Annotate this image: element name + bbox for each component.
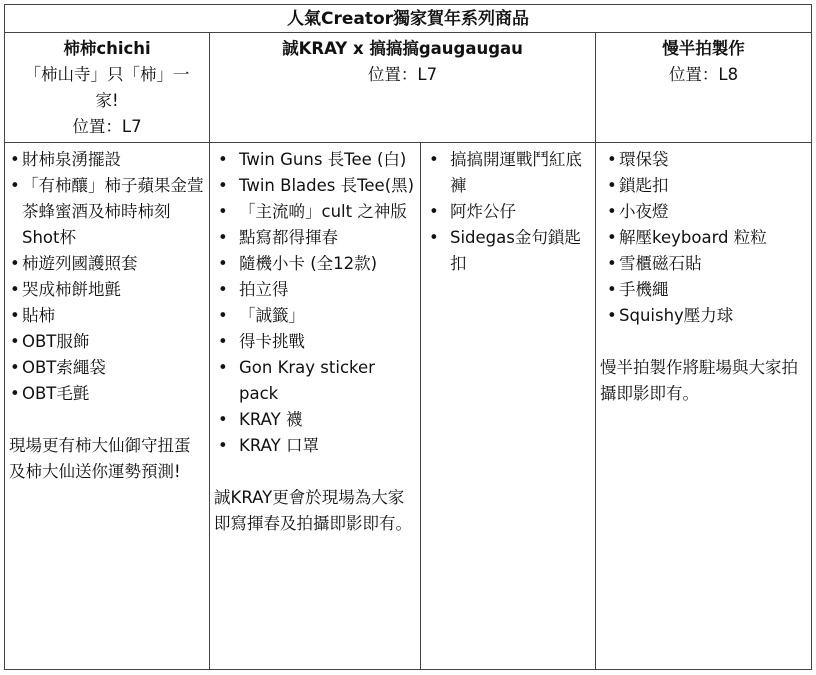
list-item: • 「主流啲」cult 之神版 bbox=[214, 199, 416, 225]
list-item: • 「誠籤」 bbox=[214, 303, 416, 329]
body-chichi bbox=[4, 142, 210, 670]
creator-note: 現場更有柿大仙御守扭蛋及柿大仙送你運勢預測! bbox=[9, 436, 191, 481]
creator-name: 柿柿chichi bbox=[63, 39, 151, 58]
list-item: • 雪櫃磁石貼 bbox=[606, 251, 807, 277]
list-item: • 拍立得 bbox=[214, 277, 416, 303]
body-kray-right bbox=[420, 142, 596, 670]
list-item: • 得卡挑戰 bbox=[214, 329, 416, 355]
list-item: • Gon Kray sticker pack bbox=[214, 355, 416, 407]
header-kray bbox=[209, 32, 596, 143]
list-item: • KRAY 口罩 bbox=[214, 433, 416, 459]
list-item: • OBT毛氈 bbox=[9, 381, 205, 407]
list-item: • 「有柿釀」柿子蘋果金萱茶蜂蜜酒及柿時柿刻Shot杯 bbox=[9, 173, 205, 251]
list-item: • 財柿泉湧擺設 bbox=[9, 147, 205, 173]
creator-location: 位置：L8 bbox=[668, 65, 739, 84]
list-item: • 隨機小卡 (全12款) bbox=[214, 251, 416, 277]
creator-note: 慢半拍製作將駐場與大家拍攝即影即有。 bbox=[600, 358, 798, 403]
merchandise-table bbox=[4, 4, 812, 670]
list-item: • 點寫都得揮春 bbox=[214, 225, 416, 251]
creator-name: 慢半拍製作 bbox=[662, 39, 745, 58]
list-item: • KRAY 襪 bbox=[214, 407, 416, 433]
creator-location: 位置：L7 bbox=[367, 65, 438, 84]
list-item: • Squishy壓力球 bbox=[606, 303, 807, 329]
table-title: 人氣Creator獨家賀年系列商品 bbox=[4, 4, 812, 33]
item-list bbox=[600, 147, 807, 329]
list-item: • OBT服飾 bbox=[9, 329, 205, 355]
list-item: • 小夜燈 bbox=[606, 199, 807, 225]
header-slow-beat bbox=[595, 32, 812, 143]
body-slow-beat bbox=[595, 142, 812, 670]
header-chichi bbox=[4, 32, 210, 143]
list-item: • Twin Blades 長Tee(黑) bbox=[214, 173, 416, 199]
list-item: • 柿遊列國護照套 bbox=[9, 251, 205, 277]
list-item: • 貼柿 bbox=[9, 303, 205, 329]
list-item: • 解壓keyboard 粒粒 bbox=[606, 225, 807, 251]
item-list bbox=[214, 147, 416, 459]
list-item: • 搞搞開運戰鬥紅底褲 bbox=[425, 147, 591, 199]
list-item: • 手機繩 bbox=[606, 277, 807, 303]
list-item: • 哭成柿餅地氈 bbox=[9, 277, 205, 303]
item-list bbox=[9, 147, 205, 407]
creator-subtitle: 「柿山寺」只「柿」一家! bbox=[24, 65, 190, 110]
list-item: • 環保袋 bbox=[606, 147, 807, 173]
creator-name: 誠KRAY x 搞搞搞gaugaugau bbox=[282, 39, 523, 58]
list-item: • OBT索繩袋 bbox=[9, 355, 205, 381]
list-item: • Sidegas金句鎖匙扣 bbox=[425, 225, 591, 277]
item-list bbox=[425, 147, 591, 277]
list-item: • 鎖匙扣 bbox=[606, 173, 807, 199]
list-item: • Twin Guns 長Tee (白) bbox=[214, 147, 416, 173]
list-item: • 阿炸公仔 bbox=[425, 199, 591, 225]
creator-note: 誠KRAY更會於現場為大家即寫揮春及拍攝即影即有。 bbox=[214, 488, 412, 533]
creator-location: 位置：L7 bbox=[72, 117, 142, 136]
body-kray-left bbox=[209, 142, 421, 670]
